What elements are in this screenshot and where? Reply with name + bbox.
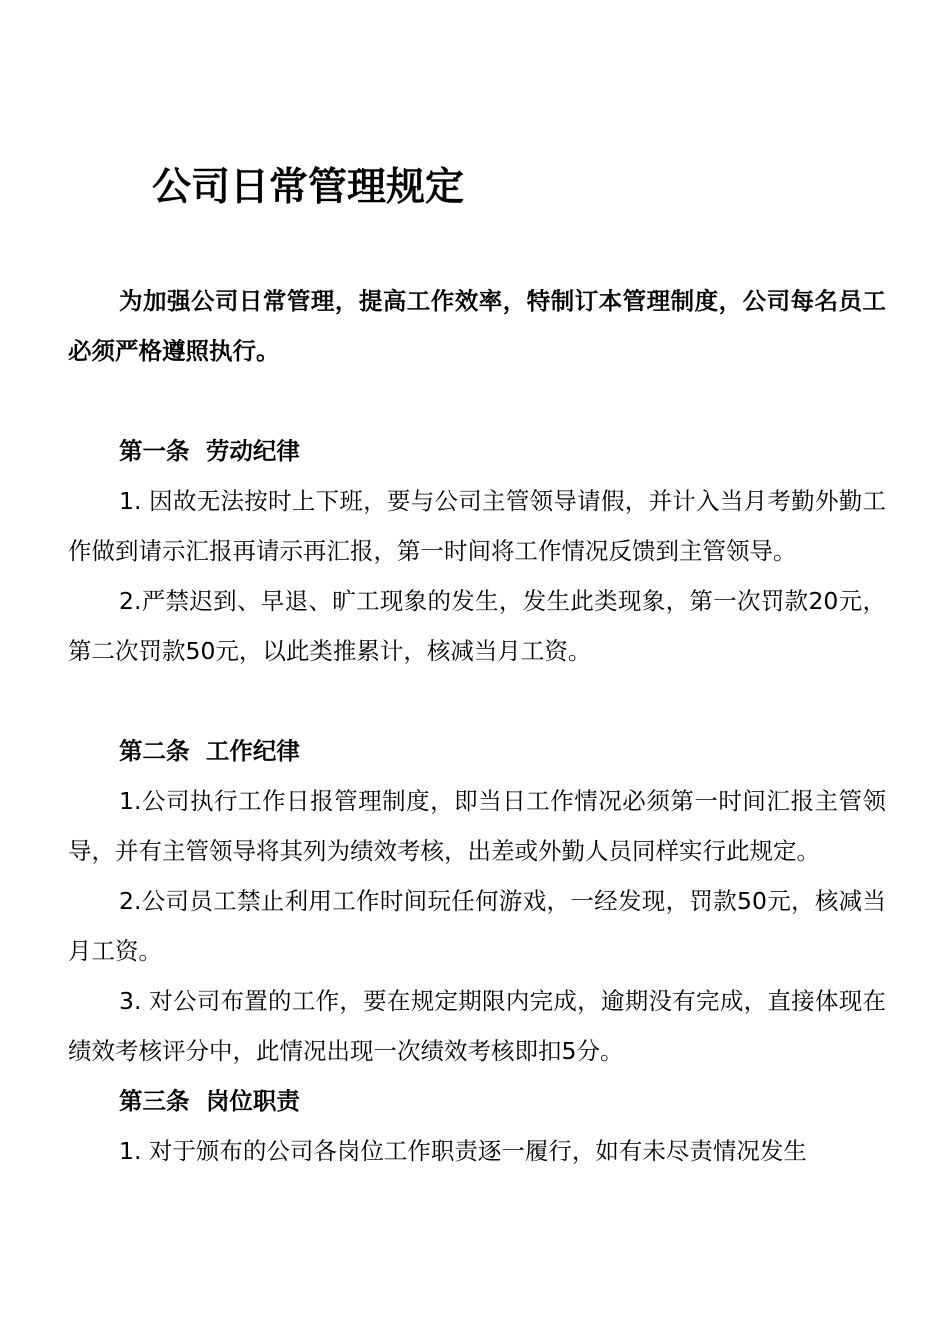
section-heading-job-duties: 第三条 岗位职责: [119, 1087, 300, 1115]
section-1-item-1: 1. 因故无法按时上下班，要与公司主管领导请假，并计入当月考勤外勤工作做到请示汇报再请示再汇报，第一时间将工作情况反馈到主管领导。: [68, 487, 886, 565]
section-3-item-1: 1. 对于颁布的公司各岗位工作职责逐一履行，如有未尽责情况发生: [119, 1137, 807, 1165]
section-heading-labor-discipline: 第一条 劳动纪律: [119, 437, 300, 465]
section-heading-work-discipline: 第二条 工作纪律: [119, 737, 300, 765]
section-2-item-3: 3. 对公司布置的工作，要在规定期限内完成，逾期没有完成，直接体现在绩效考核评分中，此情况出现一次绩效考核即扣5分。: [68, 987, 886, 1065]
document-body: [68, 276, 886, 1176]
spacer: [68, 376, 886, 426]
section-1-item-2: 2.严禁迟到、早退、旷工现象的发生，发生此类现象，第一次罚款20元，第二次罚款50元，以此类推累计，核减当月工资。: [68, 587, 886, 665]
spacer: [68, 676, 886, 726]
section-2-item-2: 2.公司员工禁止利用工作时间玩任何游戏，一经发现，罚款50元，核减当月工资。: [68, 887, 886, 965]
intro-paragraph: 为加强公司日常管理，提高工作效率，特制订本管理制度，公司每名员工必须严格遵照执行。: [68, 287, 886, 365]
document-title: 公司日常管理规定: [152, 165, 465, 210]
section-2-item-1: 1.公司执行工作日报管理制度，即当日工作情况必须第一时间汇报主管领导，并有主管领导将其列为绩效考核，出差或外勤人员同样实行此规定。: [68, 787, 886, 865]
